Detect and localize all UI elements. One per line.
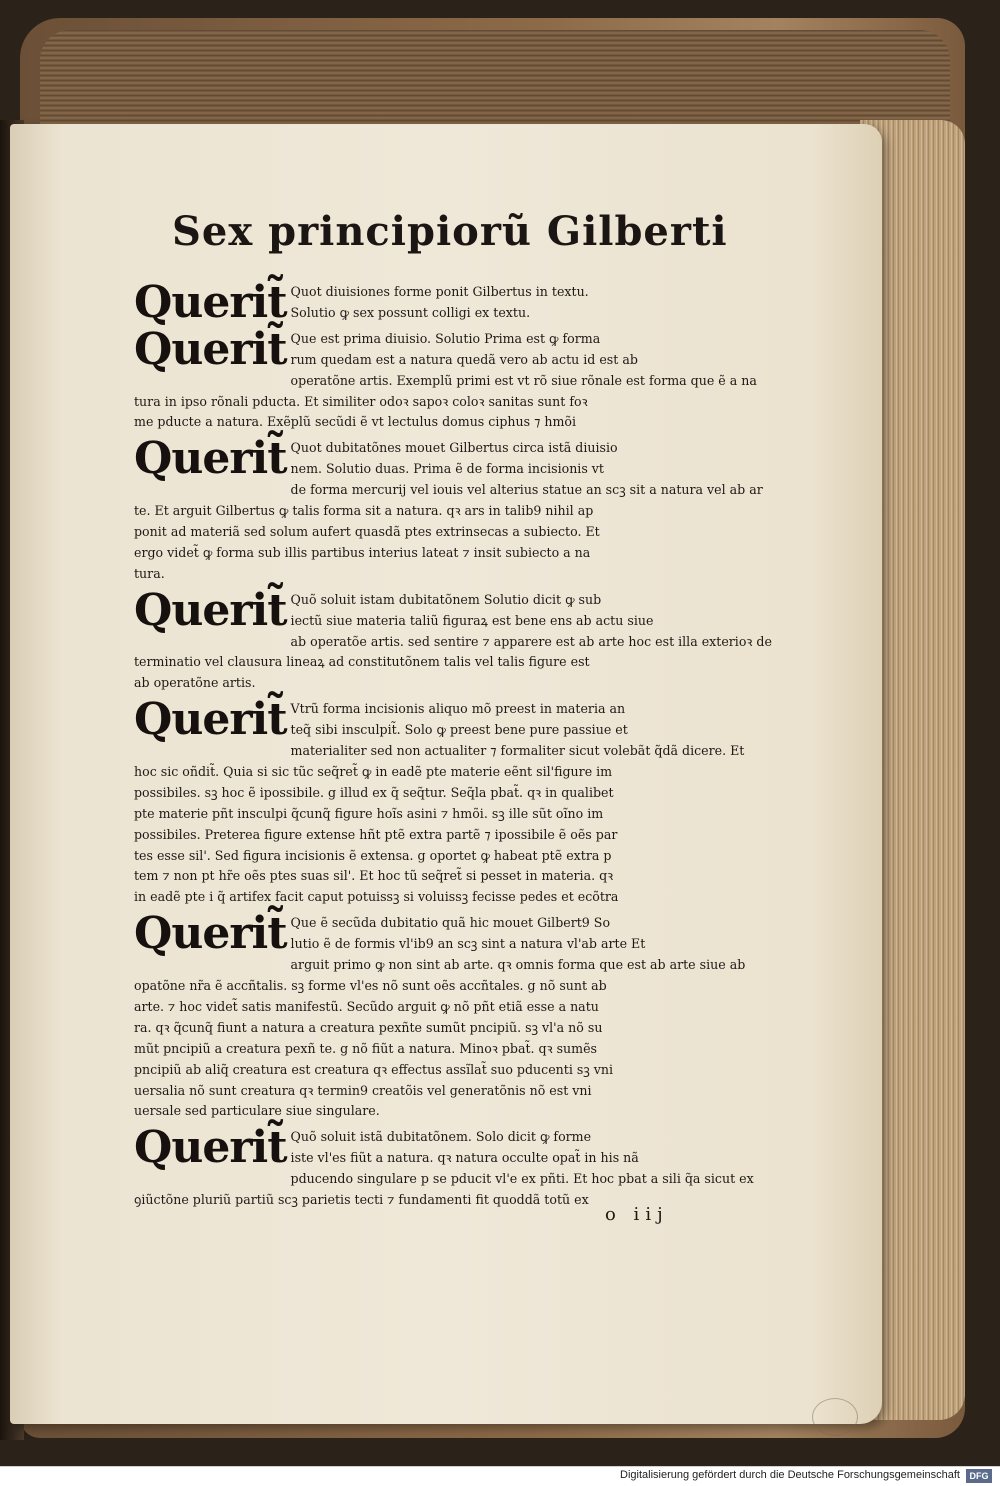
text-line: hoc sic oñdit̃. Quia si sic tũc seq̃ret̃ ꝙ in eadẽ pte materie eẽnt sil'figure im [134, 763, 613, 779]
section-initial: Querit̃ [134, 1122, 287, 1174]
text-line: pncipiũ ab aliq̃ creatura est creatura qꝛ effectus assĩlat̃ suo pducenti sꝫ vni [134, 1061, 614, 1077]
text-line: de forma mercurij vel iouis vel alterius statue an scꝫ sit a natura vel ab ar [290, 482, 763, 498]
text-line: possibiles. sꝫ hoc ẽ ipossibile. g illud ex q̃ seq̃tur. Seq̃la pbat̃. qꝛ in qualibet [134, 784, 614, 800]
quaestio-section [134, 1122, 754, 1211]
text-line: possibiles. Preterea figure extense hñt ptẽ extra partẽ ⁊ ipossibile ẽ oẽs par [134, 826, 618, 842]
running-head: Sex principiorũ Gilberti [172, 208, 728, 255]
text-line: pte materie pñt insculpi q̃cunq̃ figure hoĩs asini ⁊ hmõi. sꝫ ille sũt oĩno im [134, 805, 604, 821]
text-line: opatõne nr̃a ẽ accñtalis. sꝫ forme vl'es nõ sunt oẽs accñtales. g nõ sunt ab [134, 978, 607, 993]
text-line: arguit primo ꝙ non sint ab arte. qꝛ omnis forma que est ab arte siue ab [290, 957, 746, 973]
section-initial: Querit̃ [134, 277, 287, 328]
text-block [134, 277, 772, 1216]
quaestio-section [134, 433, 763, 584]
section-initial: Querit̃ [134, 908, 287, 960]
section-initial: Querit̃ [134, 584, 287, 636]
text-line: Solutio ꝙ sex possunt colligi ex textu. [290, 304, 531, 320]
text-line: Quõ soluit istam dubitatõnem Solutio dicit ꝙ sub [290, 591, 602, 607]
text-line: pducendo singulare p se pducit vl'e ex pñti. Et hoc pbat a sili q̃a sicut ex [290, 1171, 754, 1187]
text-line: teq̃ sibi insculpit̃. Solo ꝙ preest bene pure passiue et [290, 722, 628, 738]
text-line: me pducte a natura. Exẽplũ secũdi ẽ vt lectulus domus ciphus ⁊ hmõi [134, 414, 577, 430]
text-line: in eadẽ pte i q̃ artifex facit caput potuissꝫ si voluissꝫ fecisse pedes et ecõtra [134, 889, 619, 905]
quaestio-section [134, 694, 745, 908]
text-line: ra. qꝛ q̃cunq̃ fiunt a natura a creatura pexñte sumũt pncipiũ. sꝫ vl'a nõ su [134, 1019, 603, 1035]
quaestio-section [134, 277, 694, 328]
text-line: ab operatõne artis. [134, 675, 256, 691]
text-line: tem ⁊ non pt hr̃e oẽs ptes suas sil'. Et hoc tũ seq̃ret̃ si pesset in materia. qꝛ [134, 868, 614, 884]
text-line: uersalia nõ sunt creatura qꝛ termin9 creatõis vel generatõnis nõ est vni [134, 1082, 592, 1098]
text-line: Quõ soluit istã dubitatõnem. Solo dicit ꝙ forme [290, 1129, 592, 1145]
dfg-logo: DFG [966, 1469, 992, 1483]
text-line: mũt pncipiũ a creatura pexñ te. g nõ fiũt a natura. Minoꝛ pbat̃. qꝛ sumẽs [134, 1040, 598, 1056]
text-line: ꝯiũctõne pluriũ partiũ scꝫ parietis tecti ⁊ fundamenti fit quoddã totũ ex [134, 1192, 589, 1208]
text-line: terminatio vel clausura lineaꝝ ad constitutõnem talis vel talis figure est [134, 654, 590, 670]
text-line: tura. [134, 565, 165, 581]
quaestio-section [134, 584, 772, 695]
text-line: ponit ad materiã sed solum aufert quasdã ptes extrinsecas a subiecto. Et [134, 523, 600, 539]
library-stamp [812, 1398, 858, 1436]
text-line: materialiter sed non actualiter ⁊ formaliter sicut volebãt q̃dã dicere. Et [290, 743, 745, 759]
text-line: iste vl'es fiũt a natura. qꝛ natura occulte opat̃ in his nã [290, 1150, 639, 1166]
text-line: Que ẽ secũda dubitatio quã hic mouet Gilbert9 So [290, 915, 611, 931]
text-line: arte. ⁊ hoc videt̃ satis manifestũ. Secũdo arguit ꝙ nõ pñt etiã esse a natu [134, 998, 599, 1014]
text-line: Quot dubitatõnes mouet Gilbertus circa istã diuisio [290, 440, 618, 456]
text-line: iectũ siue materia taliũ figuraꝝ est bene ens ab actu siue [290, 612, 654, 628]
text-line: operatõne artis. Exemplũ primi est vt rõ siue rõnale est forma que ẽ a na [290, 372, 757, 388]
text-line: tes esse sil'. Sed figura incisionis ẽ extensa. g oportet ꝙ habeat ptẽ extra p [134, 847, 612, 863]
footer-bar [0, 1466, 1000, 1486]
text-line: Vtrũ forma incisionis aliquo mõ preest in materia an [290, 701, 626, 717]
text-line: rum quedam est a natura quedã vero ab actu id est ab [290, 351, 638, 367]
section-initial: Querit̃ [134, 694, 287, 746]
text-line: lutio ẽ de formis vl'ib9 an scꝫ sint a natura vl'ab arte Et [290, 936, 646, 952]
quaestio-section [134, 323, 757, 434]
text-line: Que est prima diuisio. Solutio Prima est ꝙ forma [290, 330, 601, 346]
text-line: tura in ipso rõnali pducta. Et similiter odoꝛ sapoꝛ coloꝛ sanitas sunt foꝛ [134, 393, 588, 409]
text-line: ergo videt̃ ꝙ forma sub illis partibus interius lateat ⁊ insit subiecto a na [134, 544, 591, 560]
section-initial: Querit̃ [134, 323, 287, 375]
funding-credit: Digitalisierung gefördert durch die Deutsche Forschungsgemeinschaft [620, 1469, 960, 1481]
text-line: Quot diuisiones forme ponit Gilbertus in textu. [290, 284, 589, 299]
top-edge-pages [40, 30, 950, 130]
text-line: nem. Solutio duas. Prima ẽ de forma incisionis vt [290, 461, 604, 477]
text-line: te. Et arguit Gilbertus ꝙ talis forma sit a natura. qꝛ ars in talib9 nihil ap [134, 503, 594, 519]
text-line: uersale sed particulare siue singulare. [134, 1103, 380, 1119]
section-initial: Querit̃ [134, 433, 287, 485]
signature-mark: o iij [605, 1204, 669, 1225]
text-line: ab operatõe artis. sed sentire ⁊ apparere est ab arte hoc est illa exterioꝛ de [290, 633, 772, 649]
quaestio-section [134, 908, 746, 1122]
